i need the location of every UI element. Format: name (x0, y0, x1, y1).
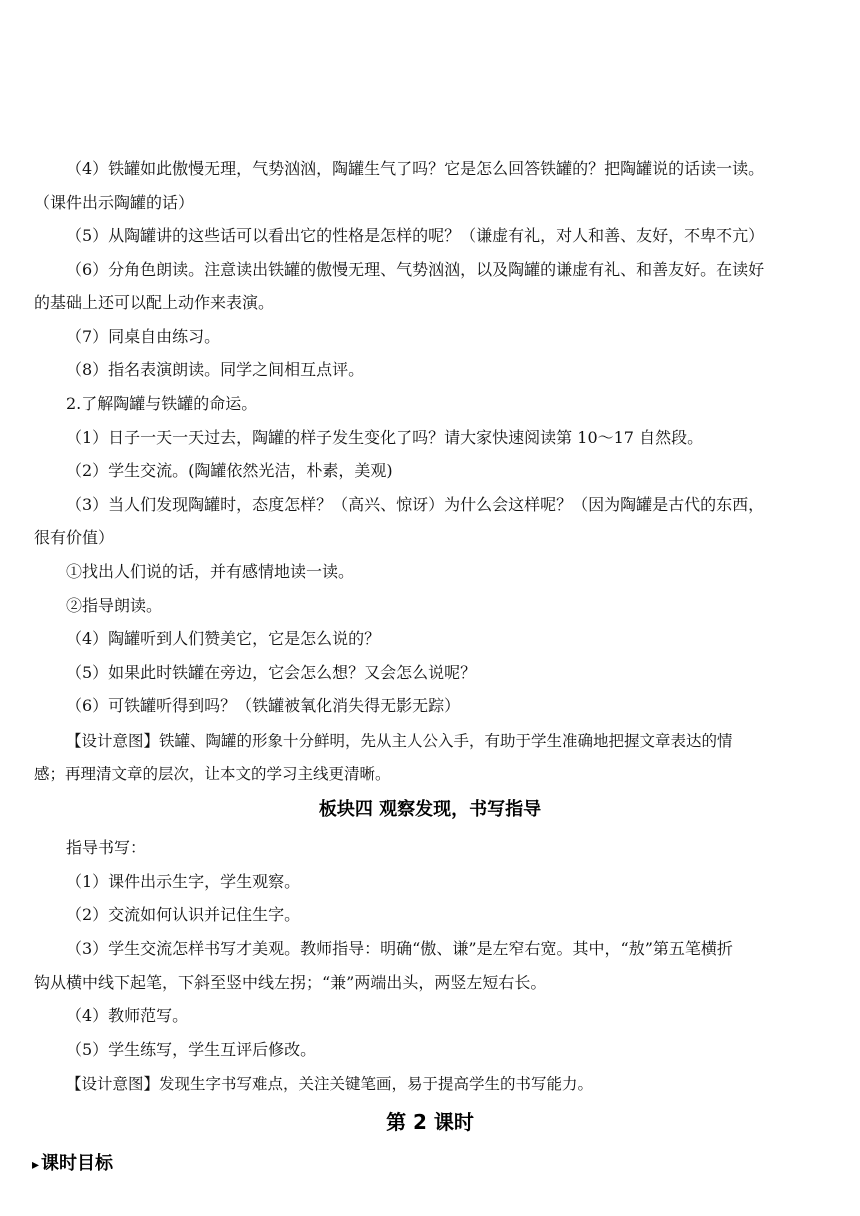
paragraph-w4: （4）教师范写。 (66, 1006, 189, 1025)
lesson-heading: 第 2 课时 (386, 1110, 474, 1134)
paragraph-s5: （5）如果此时铁罐在旁边，它会怎么想？又会怎么说呢？ (66, 663, 477, 682)
objectives-heading (32, 1151, 113, 1178)
section-heading-block4: 板块四 观察发现，书写指导 (318, 799, 542, 820)
paragraph-w5: （5）学生练写，学生互评后修改。 (66, 1040, 317, 1059)
paragraph-q7: （7）同桌自由练习。 (66, 327, 221, 346)
paragraph-q8: （8）指名表演朗读。同学之间相互点评。 (66, 360, 365, 379)
paragraph-w3-cont: 钩从横中线下起笔，下斜至竖中线左拐；“兼”两端出头，两竖左短右长。 (34, 973, 547, 992)
paragraph-s4: （4）陶罐听到人们赞美它，它是怎么说的？ (66, 629, 381, 648)
objectives-label: 课时目标 (41, 1153, 114, 1174)
paragraph-s1: （1）日子一天一天过去，陶罐的样子发生变化了吗？请大家快速阅读第 10～17 自然段。 (66, 428, 704, 447)
paragraph-s3: （3）当人们发现陶罐时，态度怎样？（高兴、惊讶）为什么会这样呢？（因为陶罐是古代的东西， (66, 495, 765, 514)
paragraph-s6: （6）可铁罐听得到吗？（铁罐被氧化消失得无影无踪） (66, 696, 461, 715)
paragraph-w3: （3）学生交流怎样书写才美观。教师指导：明确“傲、谦”是左窄右宽。其中，“敖”第五笔横折 (66, 939, 733, 958)
paragraph-w1: （1）课件出示生字，学生观察。 (66, 872, 301, 891)
design-intent-block3-cont: 感；再理清文章的层次，让本文的学习主线更清晰。 (34, 765, 391, 783)
paragraph-q5: （5）从陶罐讲的这些话可以看出它的性格是怎样的呢？（谦虚有礼，对人和善、友好，不卑不亢） (66, 226, 765, 245)
triangle-bullet-icon: ▸ (32, 1157, 40, 1173)
paragraph-c1: ①找出人们说的话，并有感情地读一读。 (66, 562, 355, 581)
paragraph-q4: （4）铁罐如此傲慢无理，气势汹汹，陶罐生气了吗？它是怎么回答铁罐的？把陶罐说的话读一读。 (66, 159, 765, 178)
design-intent-block3: 【设计意图】铁罐、陶罐的形象十分鲜明，先从主人公入手，有助于学生准确地把握文章表达的情 (66, 732, 733, 750)
paragraph-s2: （2）学生交流。(陶罐依然光洁，朴素，美观) (66, 461, 393, 480)
paragraph-q6: （6）分角色朗读。注意读出铁罐的傲慢无理、气势汹汹，以及陶罐的谦虚有礼、和善友好。在读好 (66, 260, 765, 279)
paragraph-intro: 指导书写： (66, 838, 147, 857)
paragraph-q4-cont: （课件出示陶罐的话） (34, 193, 195, 212)
paragraph-c2: ②指导朗读。 (66, 596, 163, 615)
paragraph-w2: （2）交流如何认识并记住生字。 (66, 905, 301, 924)
design-intent-block4: 【设计意图】发现生字书写难点，关注关键笔画，易于提高学生的书写能力。 (66, 1075, 594, 1093)
paragraph-q6-cont: 的基础上还可以配上动作来表演。 (34, 293, 275, 312)
paragraph-s3-cont: 很有价值） (34, 528, 115, 547)
step-heading-2: 2.了解陶罐与铁罐的命运。 (66, 394, 258, 413)
